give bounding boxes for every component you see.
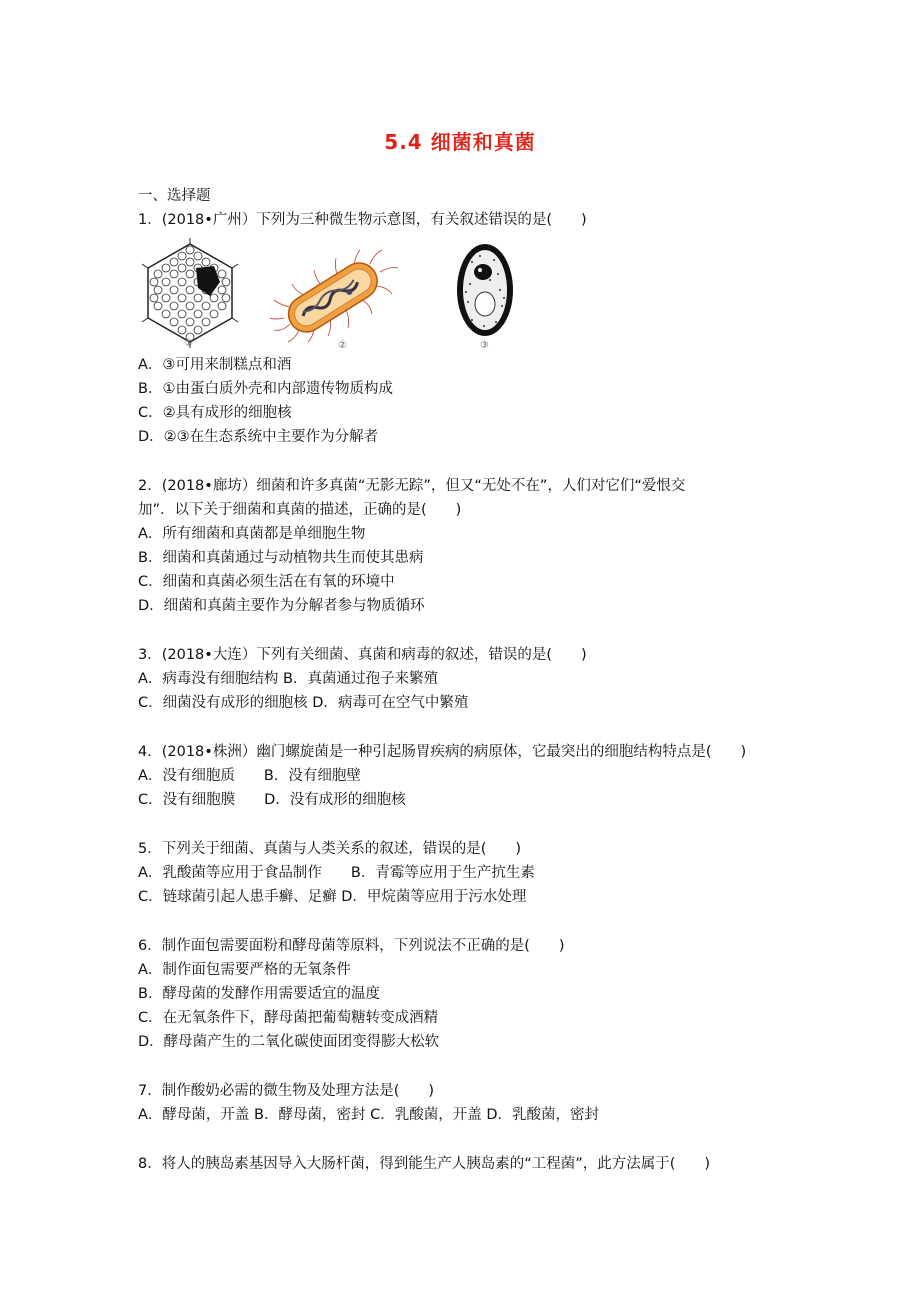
q2-option-a: A．所有细菌和真菌都是单细胞生物 — [138, 526, 366, 542]
q6-option-b: B．酵母菌的发酵作用需要适宜的温度 — [138, 986, 380, 1002]
question-6-stem: 6．制作面包需要面粉和酵母菌等原料，下列说法不正确的是( ) — [138, 938, 565, 954]
question-7-stem: 7．制作酸奶必需的微生物及处理方法是( ) — [138, 1083, 435, 1099]
q2-option-c: C．细菌和真菌必须生活在有氧的环境中 — [138, 574, 395, 590]
q3-options-ab: A．病毒没有细胞结构 B．真菌通过孢子来繁殖 — [138, 671, 438, 687]
page-title: 5.4 细菌和真菌 — [384, 130, 536, 154]
q4-options-cd: C．没有细胞膜 D．没有成形的细胞核 — [138, 792, 406, 808]
q7-options: A．酵母菌，开盖 B．酵母菌，密封 C．乳酸菌，开盖 D．乳酸菌，密封 — [138, 1107, 599, 1123]
question-2-stem-line1: 2．(2018•廊坊）细菌和许多真菌“无影无踪”，但又“无处不在”，人们对它们“爱恨交 — [138, 478, 686, 494]
question-5-stem: 5．下列关于细菌、真菌与人类关系的叙述，错误的是( ) — [138, 841, 522, 857]
q6-option-c: C．在无氧条件下，酵母菌把葡萄糖转变成酒精 — [138, 1010, 439, 1026]
q1-option-a: A．③可用来制糕点和酒 — [138, 357, 292, 373]
q2-option-b: B．细菌和真菌通过与动植物共生而使其患病 — [138, 550, 424, 566]
q1-option-d: D．②③在生态系统中主要作为分解者 — [138, 429, 379, 445]
q1-option-b: B．①由蛋白质外壳和内部遗传物质构成 — [138, 381, 393, 397]
microbe-figures — [140, 238, 540, 353]
figure-label-3: ③ — [480, 340, 489, 351]
bacterium-figure — [270, 246, 400, 351]
virus-figure — [140, 238, 240, 350]
q4-options-ab: A．没有细胞质 B．没有细胞壁 — [138, 768, 361, 784]
question-4-stem: 4．(2018•株洲）幽门螺旋菌是一种引起肠胃疾病的病原体，它最突出的细胞结构特点是( ) — [138, 744, 747, 760]
q5-options-cd: C．链球菌引起人患手癣、足癣 D．甲烷菌等应用于污水处理 — [138, 889, 527, 905]
question-3-stem: 3．(2018•大连）下列有关细菌、真菌和病毒的叙述，错误的是( ) — [138, 647, 587, 663]
q6-option-a: A．制作面包需要严格的无氧条件 — [138, 962, 351, 978]
section-heading: 一、选择题 — [138, 188, 211, 204]
figure-label-1: ① — [184, 338, 193, 349]
q3-options-cd: C．细菌没有成形的细胞核 D．病毒可在空气中繁殖 — [138, 695, 469, 711]
q5-options-ab: A．乳酸菌等应用于食品制作 B．青霉等应用于生产抗生素 — [138, 865, 535, 881]
question-8-stem: 8．将人的胰岛素基因导入大肠杆菌，得到能生产人胰岛素的“工程菌”，此方法属于( ) — [138, 1156, 711, 1172]
figure-label-2: ② — [338, 340, 347, 351]
q6-option-d: D．酵母菌产生的二氧化碳使面团变得膨大松软 — [138, 1034, 440, 1050]
q2-option-d: D．细菌和真菌主要作为分解者参与物质循环 — [138, 598, 425, 614]
question-2-stem-line2: 加”．以下关于细菌和真菌的描述，正确的是( ) — [138, 502, 462, 518]
q1-option-c: C．②具有成形的细胞核 — [138, 405, 292, 421]
yeast-figure — [450, 240, 520, 350]
question-1-stem: 1．(2018•广州）下列为三种微生物示意图，有关叙述错误的是( ) — [138, 212, 587, 228]
